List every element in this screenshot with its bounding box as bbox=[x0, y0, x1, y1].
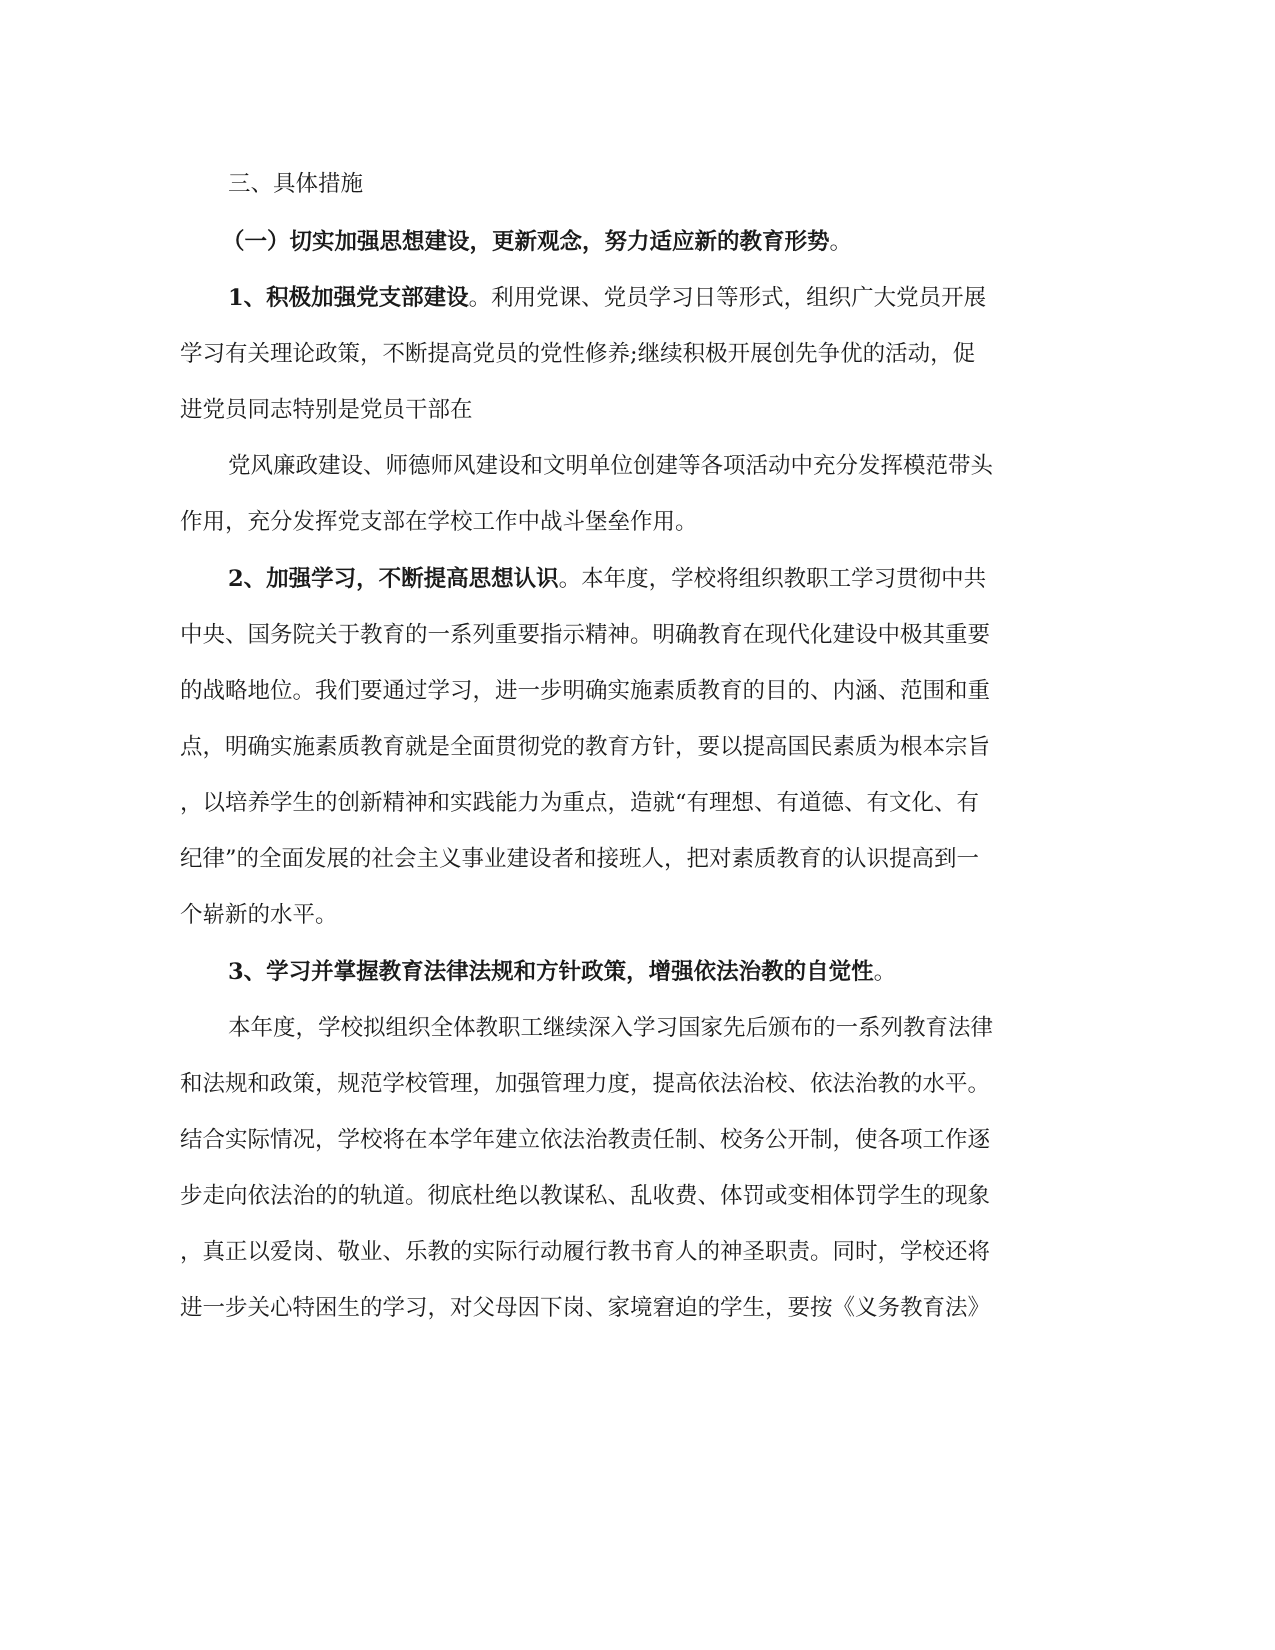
item3-heading-tail: 。 bbox=[873, 959, 897, 985]
item2-line5-text: ，以培养学生的创新精神和实践能力为重点，造就“有理想、有道德、有文化、有 bbox=[180, 790, 980, 816]
item1-heading: 1、积极加强党支部建设 bbox=[228, 285, 469, 311]
item3-p-line2-text: 和法规和政策，规范学校管理，加强管理力度，提高依法治校、依法治教的水平。 bbox=[180, 1071, 991, 1097]
item1-cont-line1-text: 党风廉政建设、师德师风建设和文明单位创建等各项活动中充分发挥模范带头 bbox=[228, 453, 994, 479]
item2-line2-text: 中央、国务院关于教育的一系列重要指示精神。明确教育在现代化建设中极其重要 bbox=[180, 622, 991, 648]
item3-p-line4-text: 步走向依法治的的轨道。彻底杜绝以教谋私、乱收费、体罚或变相体罚学生的现象 bbox=[180, 1183, 991, 1209]
subsection-heading: （一）切实加强思想建设，更新观念，努力适应新的教育形势 bbox=[222, 229, 830, 255]
item1-line2-text: 学习有关理论政策，不断提高党员的党性修养;继续积极开展创先争优的活动，促 bbox=[180, 341, 976, 367]
item1-line1-text: 。利用党课、党员学习日等形式，组织广大党员开展 bbox=[468, 285, 987, 311]
item3-p-line3-text: 结合实际情况，学校将在本学年建立依法治教责任制、校务公开制，使各项工作逐 bbox=[180, 1127, 991, 1153]
item2-heading: 2、加强学习，不断提高思想认识 bbox=[228, 566, 559, 592]
section-heading: 三、具体措施 bbox=[228, 171, 364, 197]
item3-p-line6-text: 进一步关心特困生的学习，对父母因下岗、家境窘迫的学生，要按《义务教育法》 bbox=[180, 1295, 991, 1321]
item2-line4-text: 点，明确实施素质教育就是全面贯彻党的教育方针，要以提高国民素质为根本宗旨 bbox=[180, 734, 991, 760]
item2-line6-text: 纪律”的全面发展的社会主义事业建设者和接班人，把对素质教育的认识提高到一 bbox=[180, 846, 980, 872]
item3-p-line5-text: ，真正以爱岗、敬业、乐教的实际行动履行教书育人的神圣职责。同时，学校还将 bbox=[180, 1239, 991, 1265]
item2-line7-text: 个崭新的水平。 bbox=[180, 902, 338, 928]
item1-line3-text: 进党员同志特别是党员干部在 bbox=[180, 397, 473, 423]
item2-line1-text: 。本年度，学校将组织教职工学习贯彻中共 bbox=[558, 566, 987, 592]
item2-line3-text: 的战略地位。我们要通过学习，进一步明确实施素质教育的目的、内涵、范围和重 bbox=[180, 678, 991, 704]
item1-cont-line2-text: 作用，充分发挥党支部在学校工作中战斗堡垒作用。 bbox=[180, 509, 698, 535]
item3-heading: 3、学习并掌握教育法律法规和方针政策，增强依法治教的自觉性 bbox=[228, 959, 874, 985]
item3-p-line1-text: 本年度，学校拟组织全体教职工继续深入学习国家先后颁布的一系列教育法律 bbox=[228, 1015, 994, 1041]
subsection-heading-tail: 。 bbox=[829, 229, 853, 255]
